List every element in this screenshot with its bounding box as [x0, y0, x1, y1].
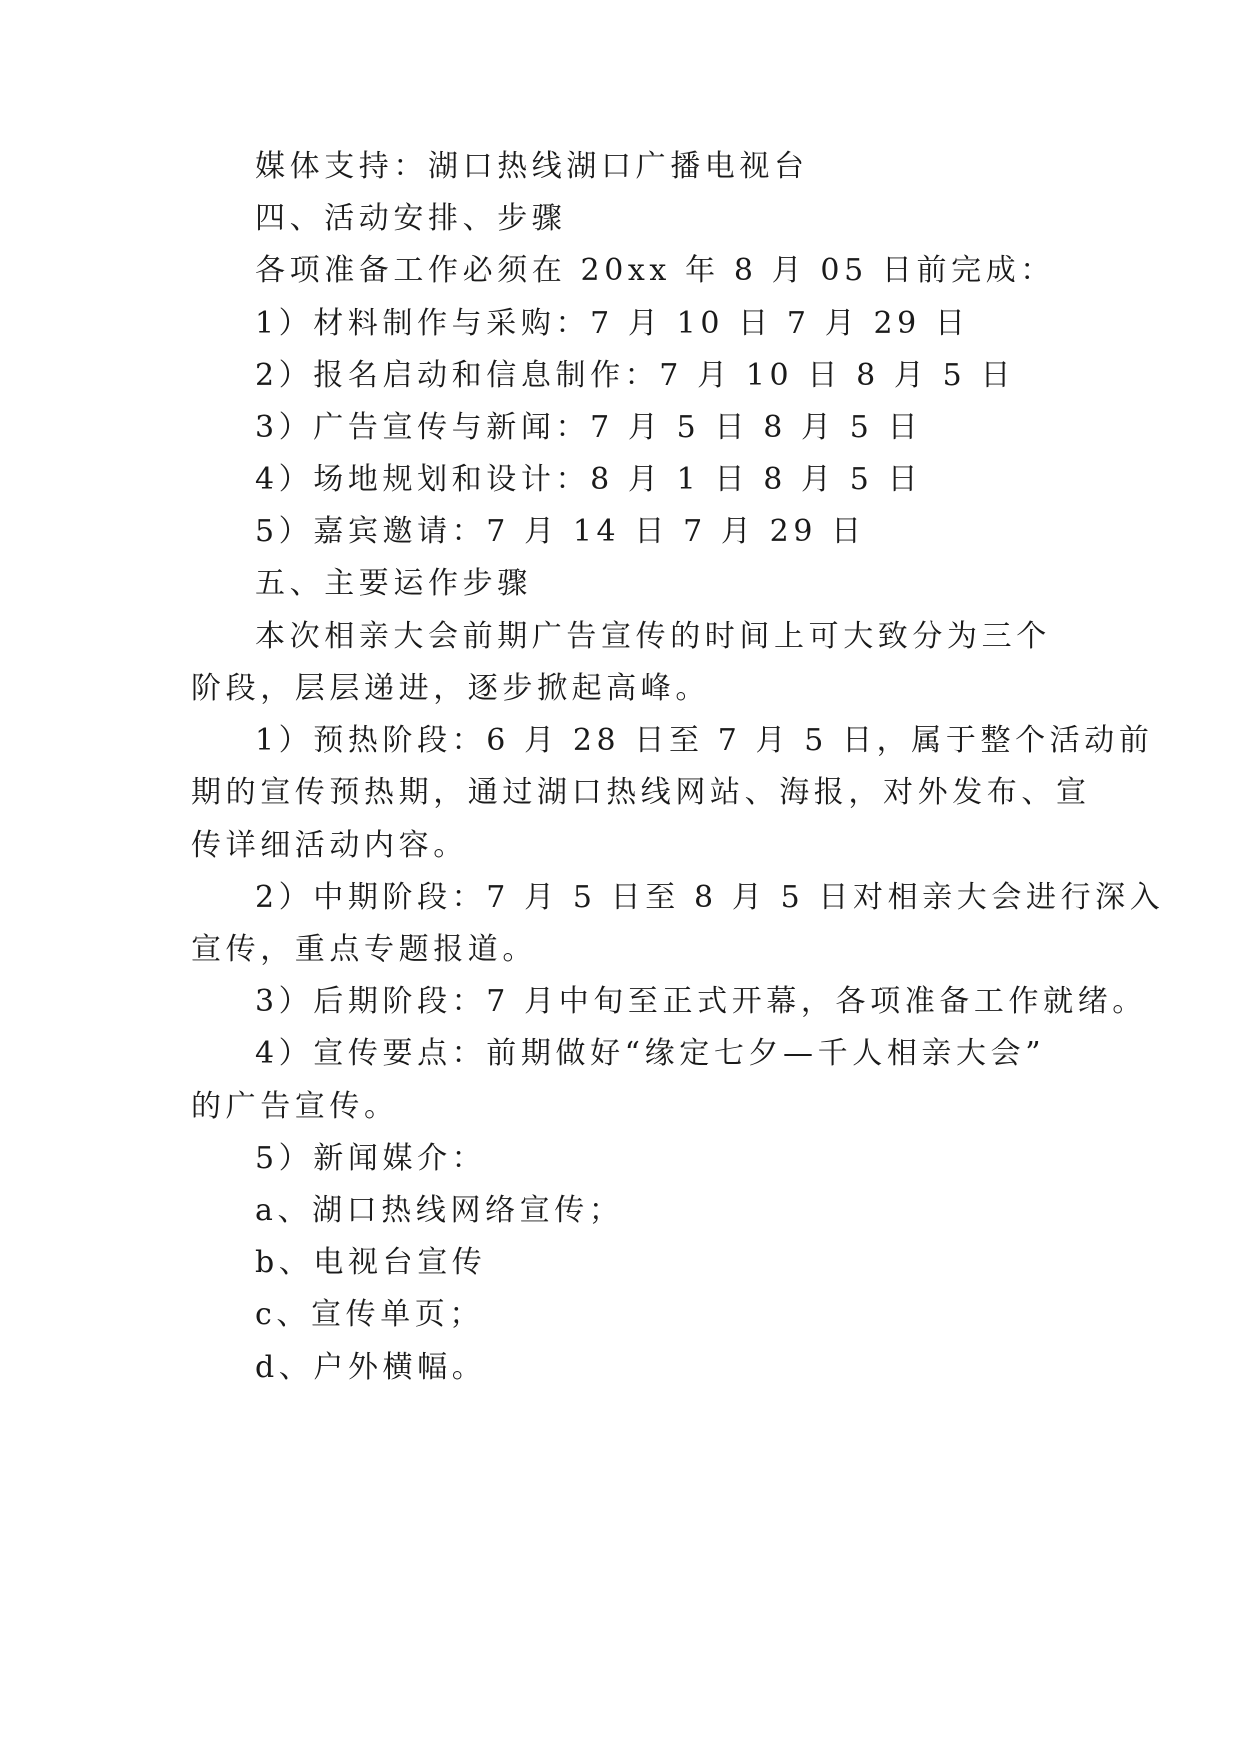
list-item: d、户外横幅。	[255, 1350, 487, 1385]
paragraph-line: 1）预热阶段：6 月 28 日至 7 月 5 日，属于整个活动前	[255, 723, 1154, 758]
paragraph-line: 宣传，重点专题报道。	[191, 932, 537, 967]
list-item: 5）嘉宾邀请：7 月 14 日 7 月 29 日	[255, 514, 866, 549]
list-item: a、湖口热线网络宣传；	[255, 1193, 624, 1228]
paragraph-line: 传详细活动内容。	[191, 828, 468, 863]
list-item: 2）报名启动和信息制作：7 月 10 日 8 月 5 日	[255, 358, 1016, 393]
paragraph-line: 阶段，层层递进，逐步掀起高峰。	[191, 671, 710, 706]
paragraph-line: 4）宣传要点：前期做好“缘定七夕—千人相亲大会”	[255, 1036, 1046, 1071]
paragraph-line: 5）新闻媒介：	[255, 1141, 487, 1176]
list-item: c、宣传单页；	[255, 1297, 485, 1332]
paragraph-line: 期的宣传预热期，通过湖口热线网站、海报，对外发布、宣	[191, 775, 1091, 810]
paragraph-line: 各项准备工作必须在 20xx 年 8 月 05 日前完成：	[255, 253, 1055, 288]
list-item: 3）广告宣传与新闻：7 月 5 日 8 月 5 日	[255, 410, 923, 445]
section-heading: 五、主要运作步骤	[255, 566, 532, 601]
paragraph-line: 的广告宣传。	[191, 1089, 399, 1124]
paragraph-line: 媒体支持：湖口热线湖口广播电视台	[255, 149, 809, 184]
paragraph-line: 本次相亲大会前期广告宣传的时间上可大致分为三个	[255, 619, 1051, 654]
paragraph-line: 2）中期阶段：7 月 5 日至 8 月 5 日对相亲大会进行深入	[255, 880, 1165, 915]
list-item: 4）场地规划和设计：8 月 1 日 8 月 5 日	[255, 462, 923, 497]
paragraph-line: 3）后期阶段：7 月中旬至正式开幕，各项准备工作就绪。	[255, 984, 1147, 1019]
section-heading: 四、活动安排、步骤	[255, 201, 567, 236]
list-item: b、电视台宣传	[255, 1245, 487, 1280]
list-item: 1）材料制作与采购：7 月 10 日 7 月 29 日	[255, 306, 970, 341]
